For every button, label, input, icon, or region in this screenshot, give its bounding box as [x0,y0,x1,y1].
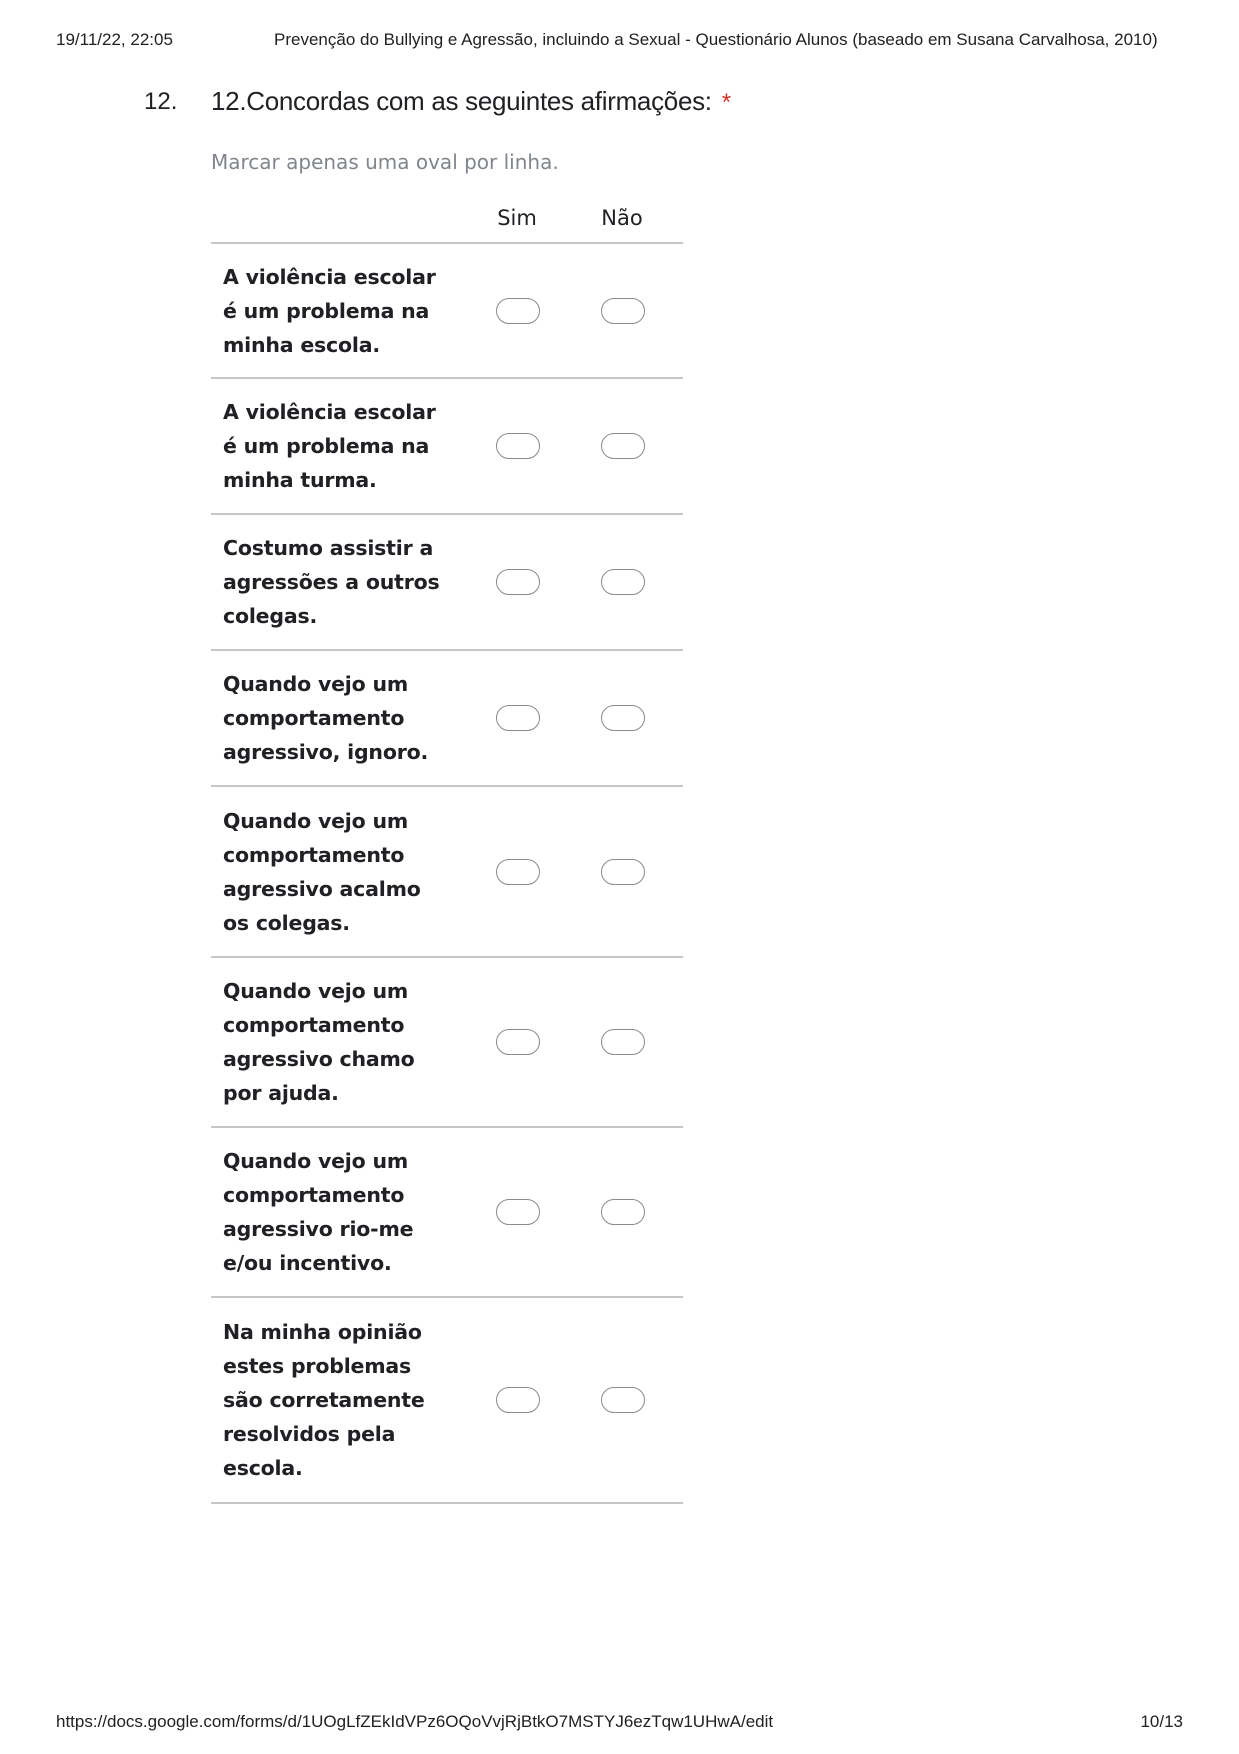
nao-radio-oval[interactable] [601,569,645,595]
row-label: A violência escolar é um problema na minha escola. [223,264,436,357]
nao-radio-oval[interactable] [601,1029,645,1055]
page-number: 10/13 [1140,1712,1183,1731]
column-header-nao: Não [601,206,643,230]
row-label: Quando vejo um comportamento agressivo rio-me e/ou incentivo. [223,1149,414,1275]
nao-radio-oval[interactable] [601,298,645,324]
nao-radio-oval[interactable] [601,1387,645,1413]
question-title [211,86,731,117]
grid-row [211,1128,683,1298]
row-label: Na minha opinião estes problemas são corretamente resolvidos pela escola. [223,1320,425,1480]
grid-row [211,379,683,515]
document-title: Prevenção do Bullying e Agressão, incluindo a Sexual - Questionário Alunos (baseado em Susana Carvalhosa, 2010) [274,30,1158,49]
row-label: A violência escolar é um problema na minha turma. [223,400,436,492]
sim-radio-oval[interactable] [496,859,540,885]
choice-grid [211,200,683,1504]
nao-radio-oval[interactable] [601,705,645,731]
grid-header [211,200,683,244]
print-header [56,30,1183,54]
sim-radio-oval[interactable] [496,569,540,595]
grid-row [211,244,683,379]
sim-radio-oval[interactable] [496,1029,540,1055]
sim-radio-oval[interactable] [496,1199,540,1225]
sim-radio-oval[interactable] [496,1387,540,1413]
sim-radio-oval[interactable] [496,433,540,459]
row-label: Quando vejo um comportamento agressivo acalmo os colegas. [223,808,421,935]
nao-radio-oval[interactable] [601,1199,645,1225]
print-footer [56,1712,1183,1736]
nao-radio-oval[interactable] [601,859,645,885]
question-title-text: 12.Concordas com as seguintes afirmações: [211,86,712,116]
row-label: Quando vejo um comportamento agressivo, ignoro. [223,672,429,764]
question-hint: Marcar apenas uma oval por linha. [211,150,559,174]
grid-row [211,787,683,958]
form-url: https://docs.google.com/forms/d/1UOgLfZEkIdVPz6OQoVvjRjBtkO7MSTYJ6ezTqw1UHwA/edit [56,1712,774,1731]
question-number: 12. [144,88,178,115]
grid-row [211,651,683,787]
column-header-sim: Sim [497,206,537,230]
grid-row [211,515,683,651]
sim-radio-oval[interactable] [496,705,540,731]
sim-radio-oval[interactable] [496,298,540,324]
nao-radio-oval[interactable] [601,433,645,459]
print-datetime: 19/11/22, 22:05 [56,30,173,49]
grid-row [211,958,683,1128]
required-asterisk: * [721,89,731,116]
row-label: Quando vejo um comportamento agressivo chamo por ajuda. [223,979,415,1105]
grid-row [211,1298,683,1504]
row-label: Costumo assistir a agressões a outros colegas. [223,536,440,628]
